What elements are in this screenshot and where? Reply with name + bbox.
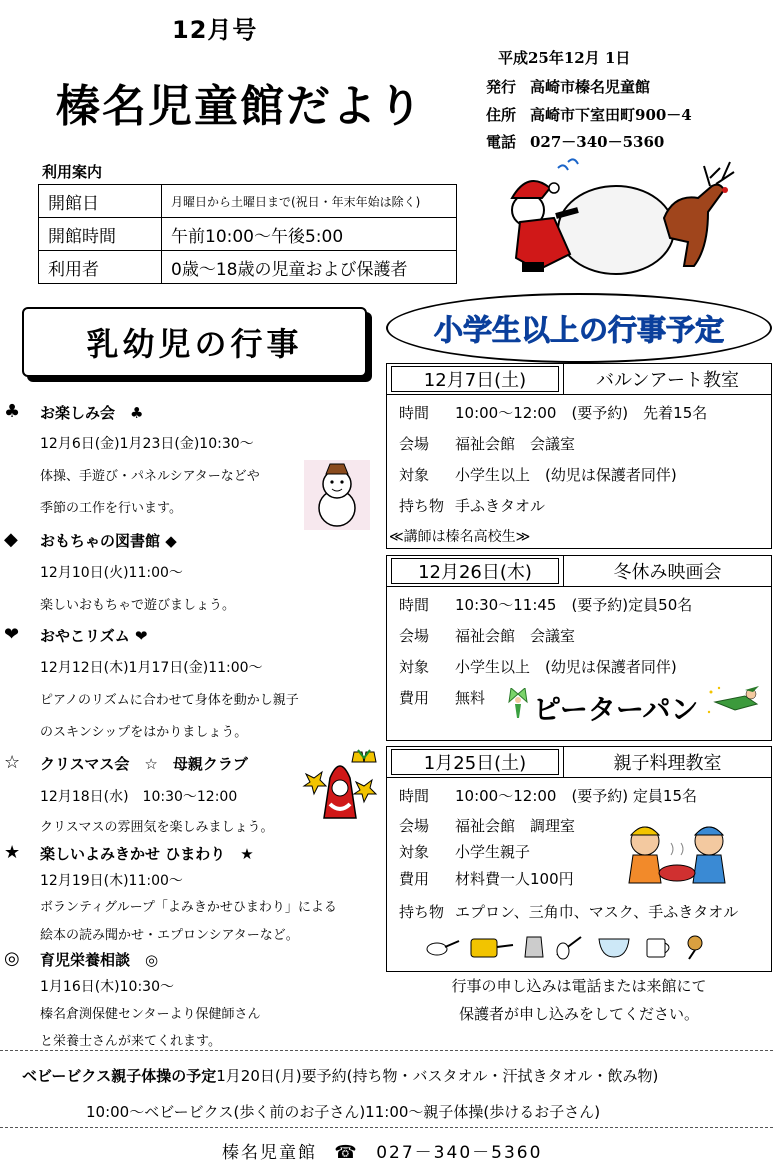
event-box-balloon-art	[386, 363, 772, 549]
kids-cooking-icon	[615, 819, 745, 887]
usage-key: 利用者	[39, 251, 162, 284]
publisher-key: 発行	[486, 78, 517, 96]
diamond-icon: ◆	[4, 529, 18, 550]
detail-row	[399, 868, 574, 889]
issue-date: 平成25年12月 1日	[498, 49, 631, 67]
babybics-schedule: 10:00～ベビービクス(歩く前のお子さん)11:00～親子体操(歩けるお子さん)	[86, 1103, 601, 1121]
event-desc: 榛名倉渕保健センターより保健師さん	[40, 1007, 261, 1022]
event-desc: クリスマスの雰囲気を楽しみましょう。	[40, 820, 274, 835]
publisher-line	[486, 76, 650, 97]
address-key: 住所	[486, 106, 517, 124]
event-date-box: 12月26日(木)	[391, 558, 559, 584]
event-desc: 絵本の読み聞かせ・エプロンシアターなど。	[40, 928, 299, 943]
phone-value: 027－340－5360	[530, 133, 665, 151]
detail-key: 費用	[399, 689, 430, 707]
usage-row	[39, 218, 457, 251]
detail-row	[399, 815, 575, 836]
usage-value: 午前10:00～午後5:00	[162, 218, 457, 251]
movie-title: ピーターパン	[533, 693, 699, 726]
detail-value: 無料	[455, 689, 486, 707]
peter-pan-icon	[705, 682, 765, 722]
newsletter-title: 榛名児童館だより	[56, 81, 424, 132]
detail-row	[399, 687, 485, 708]
detail-value: エプロン、三角巾、マスク、手ふきタオル	[455, 903, 739, 921]
detail-key: 対象	[399, 658, 430, 676]
footer-name: 榛名児童館	[222, 1143, 317, 1163]
star-outline-icon: ☆	[4, 752, 21, 773]
event-date: 12月18日(水) 10:30～12:00	[40, 789, 238, 805]
event-date: 1月16日(木)10:30～	[40, 979, 174, 995]
event-date-box: 1月25日(土)	[391, 749, 559, 775]
event-box-movie	[386, 555, 772, 741]
babybics-details: 1月20日(月)要予約(持ち物・バスタオル・汗拭きタオル・飲み物)	[216, 1067, 659, 1085]
event-name: クリスマス会 ☆ 母親クラブ	[40, 755, 248, 773]
detail-value: 小学生以上 (幼児は保護者同伴)	[455, 658, 677, 676]
kitchen-tools-icon	[423, 931, 743, 961]
event-date: 12月19日(木)11:00～	[40, 873, 183, 889]
detail-key: 持ち物	[399, 903, 445, 921]
event-desc: 季節の工作を行います。	[40, 501, 182, 516]
school-section-banner: 小学生以上の行事予定	[386, 293, 772, 363]
detail-key: 会場	[399, 627, 430, 645]
event-desc: と栄養士さんが来てくれます。	[40, 1034, 221, 1049]
detail-key: 対象	[399, 843, 430, 861]
detail-value: 福祉会館 調理室	[455, 817, 576, 835]
event-date-box: 12月7日(土)	[391, 366, 559, 392]
event-header	[387, 747, 771, 778]
event-name: 楽しいよみきかせ ひまわり ★	[40, 845, 254, 863]
detail-row	[399, 402, 707, 423]
detail-row	[399, 464, 677, 485]
detail-value: 小学生親子	[455, 843, 531, 861]
detail-key: 費用	[399, 870, 430, 888]
usage-row	[39, 251, 457, 284]
usage-table	[38, 184, 457, 284]
event-title: 冬休み映画会	[563, 556, 771, 586]
detail-key: 時間	[399, 787, 430, 805]
detail-row	[399, 901, 738, 922]
babybics-line	[22, 1065, 658, 1086]
event-desc: のスキンシップをはかりましょう。	[40, 725, 248, 740]
detail-key: 時間	[399, 404, 430, 422]
double-circle-icon: ◎	[4, 948, 20, 969]
usage-value: 月曜日から土曜日まで(祝日・年末年始は除く)	[162, 185, 457, 218]
event-desc: ボランティグループ「よみきかせひまわり」による	[40, 900, 337, 915]
detail-row	[399, 433, 575, 454]
detail-value: 手ふきタオル	[455, 497, 546, 515]
event-name: おもちゃの図書館 ◆	[40, 532, 177, 550]
santa-bells-icon	[300, 748, 378, 824]
detail-key: 会場	[399, 435, 430, 453]
usage-caption: 利用案内	[42, 163, 103, 181]
event-date: 12月6日(金)1月23日(金)10:30～	[40, 436, 254, 452]
detail-value: 材料費一人100円	[455, 870, 574, 888]
santa-reindeer-illustration	[498, 158, 750, 280]
event-desc: ピアノのリズムに合わせて身体を動かし親子	[40, 693, 299, 708]
application-note	[386, 972, 772, 1028]
detail-row	[399, 785, 697, 806]
application-line: 行事の申し込みは電話または来館にて	[451, 977, 707, 995]
star-filled-icon: ★	[4, 842, 21, 863]
usage-key: 開館日	[39, 185, 162, 218]
detail-key: 会場	[399, 817, 430, 835]
event-title: バルンアート教室	[563, 364, 771, 394]
detail-row	[399, 841, 530, 862]
publisher-value: 高崎市榛名児童館	[530, 78, 651, 96]
event-date: 12月12日(木)1月17日(金)11:00～	[40, 660, 263, 676]
detail-value: 福祉会館 会議室	[455, 627, 576, 645]
infant-section-banner: 乳幼児の行事	[22, 307, 367, 377]
event-header	[387, 364, 771, 395]
event-box-cooking	[386, 746, 772, 972]
fairy-icon	[507, 688, 529, 724]
footer-phone: 027－340－5360	[376, 1143, 543, 1163]
detail-row	[399, 656, 677, 677]
detail-key: 対象	[399, 466, 430, 484]
snowman-icon	[304, 460, 370, 530]
usage-key: 開館時間	[39, 218, 162, 251]
address-value: 高崎市下室田町900－4	[530, 106, 692, 124]
phone-key: 電話	[486, 133, 517, 151]
event-name: お楽しみ会 ♣	[40, 404, 144, 422]
usage-value: 0歳～18歳の児童および保護者	[162, 251, 457, 284]
detail-row	[399, 594, 692, 615]
event-title: 親子料理教室	[563, 747, 771, 777]
event-name: 育児栄養相談 ◎	[40, 951, 159, 969]
detail-row	[399, 625, 575, 646]
phone-line	[486, 131, 664, 152]
babybics-title: ベビービクス親子体操の予定	[22, 1067, 217, 1085]
detail-key: 持ち物	[399, 497, 445, 515]
issue-label: 12月号	[172, 16, 258, 44]
address-line	[486, 104, 692, 125]
event-desc: 楽しいおもちゃで遊びましょう。	[40, 598, 236, 613]
event-date: 12月10日(火)11:00～	[40, 565, 183, 581]
instructor-note: ≪講師は榛名高校生≫	[389, 529, 531, 545]
detail-key: 時間	[399, 596, 430, 614]
detail-value: 10:00～12:00 (要予約) 定員15名	[455, 787, 698, 805]
event-header	[387, 556, 771, 587]
detail-value: 10:30～11:45 (要予約)定員50名	[455, 596, 693, 614]
phone-icon: ☎	[334, 1142, 359, 1163]
application-line: 保護者が申し込みをしてください。	[458, 1005, 699, 1023]
detail-value: 小学生以上 (幼児は保護者同伴)	[455, 466, 677, 484]
footer	[222, 1138, 542, 1163]
event-desc: 体操、手遊び・パネルシアターなどや	[40, 469, 260, 484]
event-name: おやこリズム ❤	[40, 627, 148, 645]
detail-value: 10:00～12:00 (要予約) 先着15名	[455, 404, 708, 422]
club-icon: ♣	[4, 401, 21, 422]
usage-row	[39, 185, 457, 218]
heart-icon: ❤	[4, 624, 20, 645]
detail-value: 福祉会館 会議室	[455, 435, 576, 453]
detail-row	[399, 495, 545, 516]
